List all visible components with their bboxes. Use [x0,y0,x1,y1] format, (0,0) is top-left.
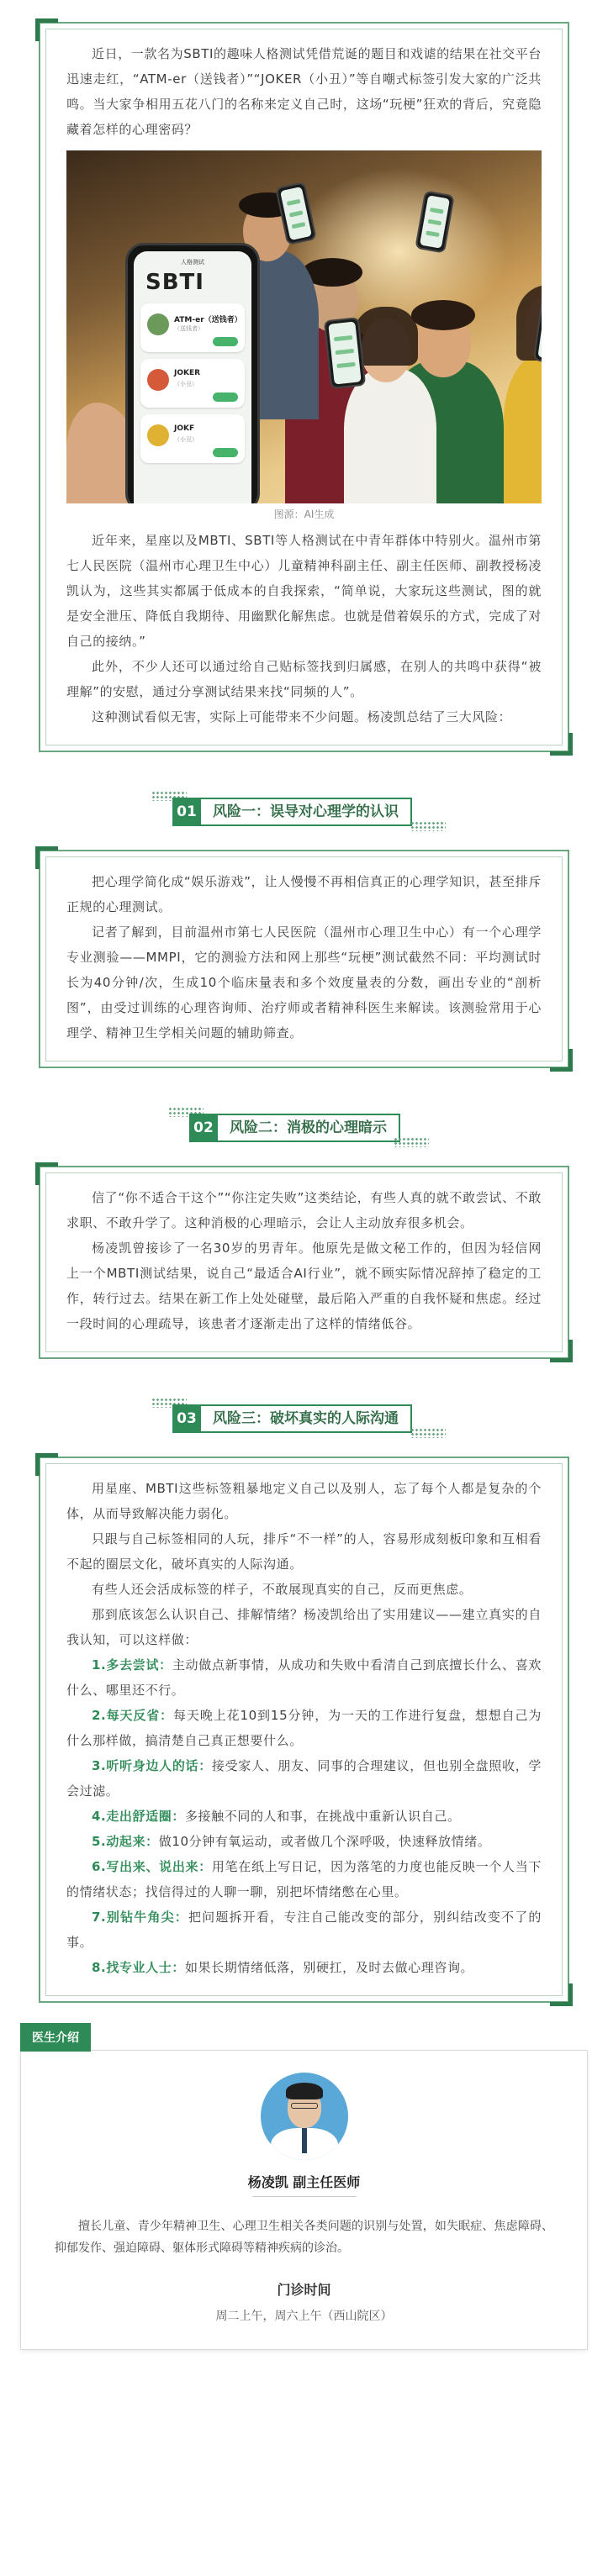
phone-app-header: 人格测试 [181,259,204,266]
phone-result-card: ATM-er（送钱者） （送钱者） [140,303,245,352]
section-number: 03 [172,1404,201,1433]
intro-paragraph-2: 近年来，星座以及MBTI、SBTI等人格测试在中青年群体中特别火。温州市第七人民医院（温州市心理卫生中心）儿童精神科副主任、副主任医师、副教授杨凌凯认为，这些其实都属于低成本的自我探索，“简单说，大家玩这些测试，图的就是安全泄压、降低自我期待、用幽默化解焦虑。也就是借着娱乐的方式，完成了对自己的接纳。” [66,533,542,649]
phone-result-card: JOKF （小丑） [140,414,245,463]
risk-1-frame [39,850,569,1068]
doctor-tab: 医生介绍 [20,2023,91,2052]
risk-3-paragraph-4: 那到底该怎么认识自己、排解情绪？杨凌凯给出了实用建议——建立真实的自我认知，可以这样做： [66,1607,542,1647]
hero-image [66,150,542,503]
section-title: 风险三：破坏真实的人际沟通 [201,1404,412,1433]
section-title: 风险一：误导对心理学的认识 [201,798,412,826]
avatar-icon [147,424,169,446]
risk-1-paragraph-2: 记者了解到，目前温州市第七人民医院（温州市心理卫生中心）有一个心理学专业测验——MMPI，它的测验方法和网上那些“玩梗”测试截然不同：平均测试时长为40分钟/次，生成10个临床量表和多个效度量表的分数，画出专业的“剖析图”，由受过训练的心理咨询师、治疗师或者精神科医生来解读。该测验常用于心理学、精神卫生学相关问题的辅助筛查。 [66,925,542,1040]
image-caption: 图源：AI生成 [273,508,335,520]
doctor-name: 杨凌凯 副主任医师 [55,2172,553,2197]
tip-item: 3.听听身边人的话：接受家人、朋友、同事的合理建议，但也别全盘照收，学会过滤。 [66,1758,542,1799]
phone-title: SBTI [145,270,204,295]
section-header-risk-2 [0,1105,608,1149]
tip-item: 5.动起来：做10分钟有氧运动，或者做几个深呼吸，快速释放情绪。 [92,1834,491,1849]
risk-3-paragraph-2: 只跟与自己标签相同的人玩，排斥“不一样”的人，容易形成刻板印象和互相看不起的圈层文化，破坏真实的人际沟通。 [66,1531,542,1572]
doctor-description: 擅长儿童、青少年精神卫生、心理卫生相关各类问题的识别与处置，如失眠症、焦虑障碍、抑郁发作、强迫障碍、躯体形式障碍等精神疾病的诊治。 [55,2220,553,2255]
doctor-section [20,2023,588,2350]
intro-paragraph-1: 近日，一款名为SBTI的趣味人格测试凭借荒诞的题目和戏谑的结果在社交平台迅速走红，“ATM-er（送钱者）”“JOKER（小丑）”等自嘲式标签引发大家的广泛共鸣。当大家争相用五花八门的名称来定义自己时，这场“玩梗”狂欢的背后，究竟隐藏着怎样的心理密码？ [66,46,542,137]
clinic-heading: 门诊时间 [277,2282,331,2298]
tip-item: 8.找专业人士：如果长期情绪低落，别硬扛，及时去做心理咨询。 [92,1960,474,1975]
tip-item: 7.别钻牛角尖：把问题拆开看，专注自己能改变的部分，别纠结改变不了的事。 [66,1910,542,1950]
risk-3-paragraph-1: 用星座、MBTI这些标签粗暴地定义自己以及别人，忘了每个人都是复杂的个体，从而导致解决能力弱化。 [66,1481,542,1521]
tip-item: 1.多去尝试：主动做点新事情，从成功和失败中看清自己到底擅长什么、喜欢什么、哪里还不行。 [66,1657,542,1698]
doctor-avatar [261,2073,348,2160]
section-title: 风险二：消极的心理暗示 [218,1114,400,1142]
phone-result-card: JOKER （小丑） [140,359,245,408]
intro-paragraph-4: 这种测试看似无害，实际上可能带来不少问题。杨凌凯总结了三大风险： [92,709,512,724]
risk-2-frame [39,1166,569,1359]
intro-paragraph-3: 此外，不少人还可以通过给自己贴标签找到归属感，在别人的共鸣中获得“被理解”的安慰，通过分享测试结果来找“同频的人”。 [66,659,542,699]
intro-frame-inner [45,29,563,745]
risk-1-paragraph-1: 把心理学简化成“娱乐游戏”，让人慢慢不再相信真正的心理学知识，甚至排斥正规的心理测试。 [66,874,542,914]
sbti-phone-mockup [125,243,260,503]
section-number: 01 [172,798,201,826]
clinic-time: 周二上午，周六上午（西山院区） [215,2310,393,2323]
section-number: 02 [189,1114,218,1142]
section-header-risk-3 [0,1396,608,1440]
tip-item: 4.走出舒适圈：多接触不同的人和事，在挑战中重新认识自己。 [92,1809,461,1824]
risk-3-paragraph-3: 有些人还会活成标签的样子，不敢展现真实的自己，反而更焦虑。 [92,1582,473,1597]
avatar-icon [147,369,169,391]
risk-3-frame [39,1457,569,2003]
doctor-card [20,2050,588,2350]
risk-2-paragraph-2: 杨凌凯曾接诊了一名30岁的男青年。他原先是做文秘工作的，但因为轻信网上一个MBTI测试结果，说自己“最适合AI行业”，就不顾实际情况辞掉了稳定的工作，转行过去。结果在新工作上处处碰壁，最后陷入严重的自我怀疑和焦虑。经过一段时间的心理疏导，该患者才逐渐走出了这样的情绪低谷。 [66,1241,542,1331]
intro-frame [39,22,569,752]
section-header-risk-1 [0,789,608,833]
tip-item: 6.写出来、说出来：用笔在纸上写日记，因为落笔的力度也能反映一个人当下的情绪状态；找信得过的人聊一聊，别把坏情绪憋在心里。 [66,1859,542,1899]
avatar-icon [147,313,169,335]
tip-item: 2.每天反省：每天晚上花10到15分钟，为一天的工作进行复盘，想想自己为什么那样做，搞清楚自己真正想要什么。 [66,1708,542,1748]
risk-2-paragraph-1: 信了“你不适合干这个”“你注定失败”这类结论，有些人真的就不敢尝试、不敢求职、不敢升学了。这种消极的心理暗示，会让人主动放弃很多机会。 [66,1190,542,1230]
